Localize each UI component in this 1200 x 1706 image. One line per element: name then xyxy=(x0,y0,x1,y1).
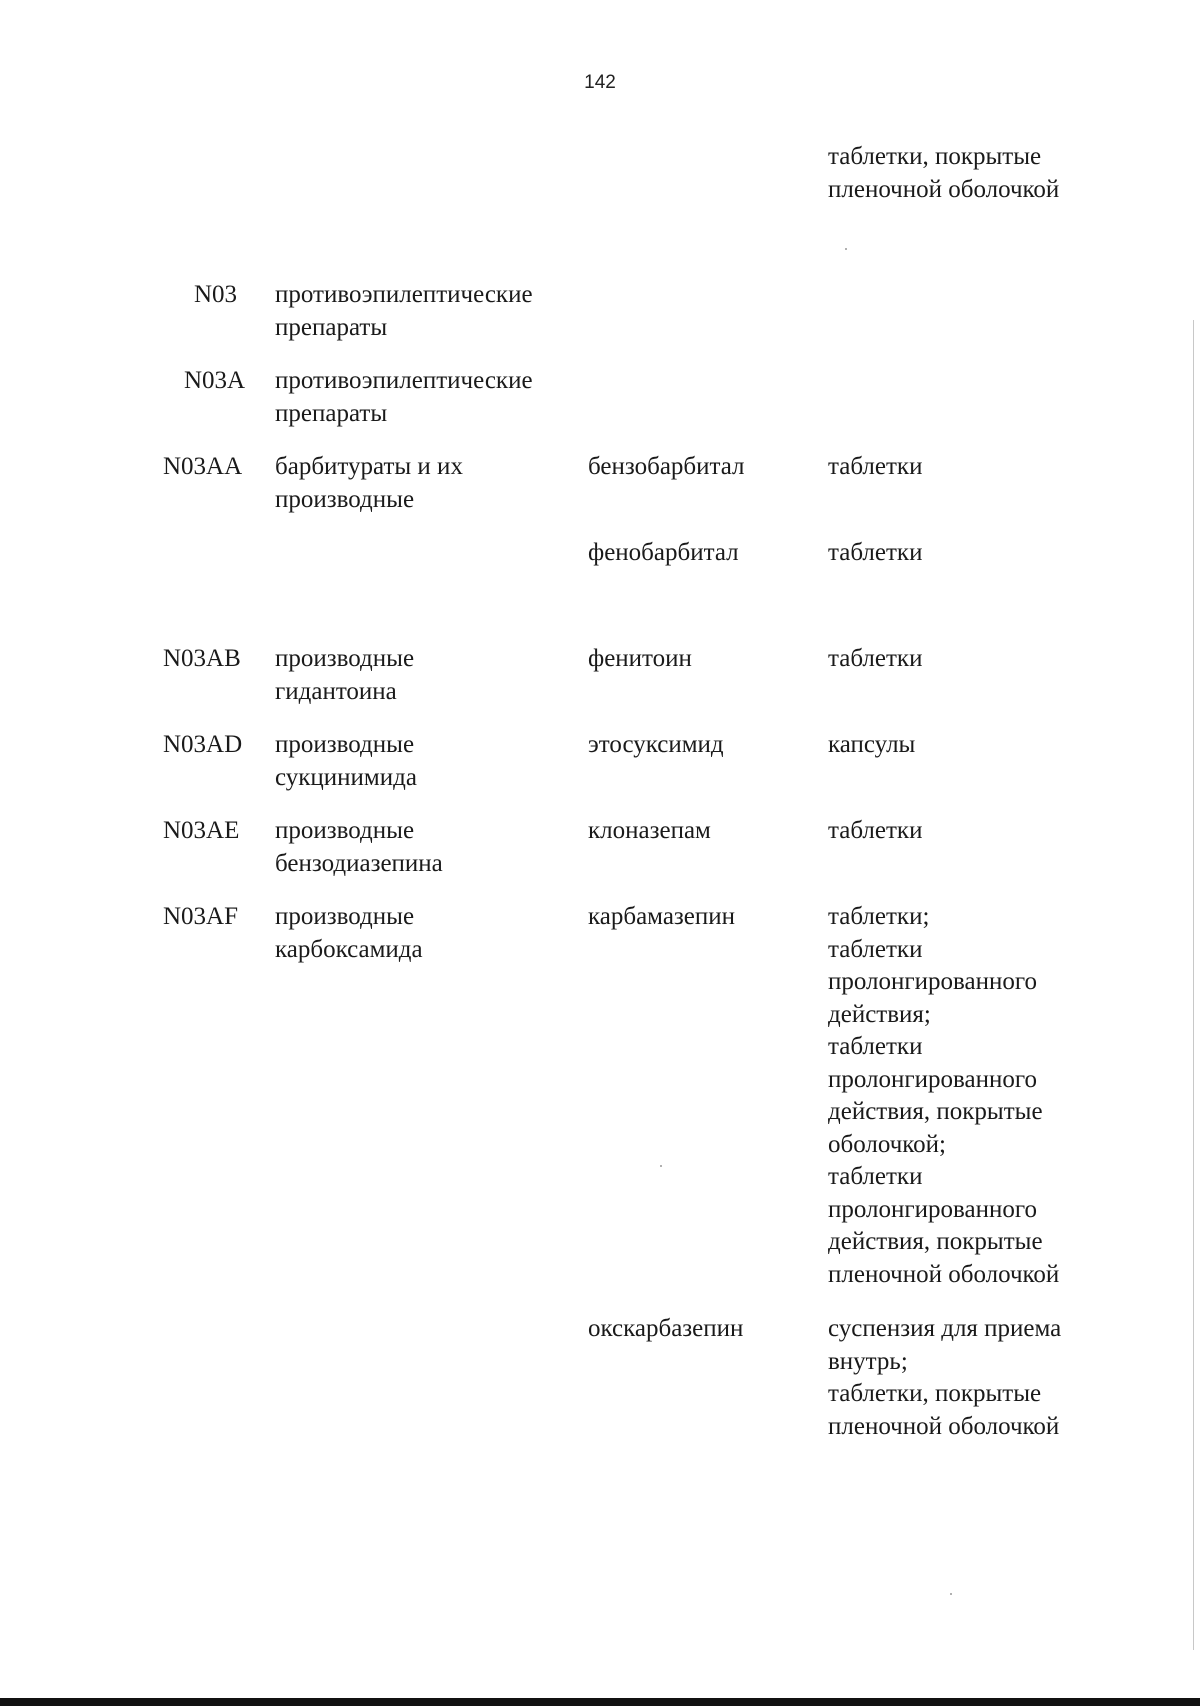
atc-code: N03AB xyxy=(163,645,241,672)
atc-group-name: производные сукцинимида xyxy=(275,731,417,791)
continued-dosage-form: таблетки, покрытые пленочной оболочкой xyxy=(828,143,1060,203)
dosage-form: таблетки xyxy=(828,645,923,672)
dosage-form: таблетки; таблетки пролонгированного действия; таблетки пролонгированного действия, покрытые оболочкой; таблетки пролонгированного действия, покрытые пленочной оболочкой xyxy=(828,903,1060,1288)
dosage-form: суспензия для приема внутрь; таблетки, покрытые пленочной оболочкой xyxy=(828,1315,1062,1440)
page-number: 142 xyxy=(584,72,616,93)
dosage-form: таблетки xyxy=(828,817,923,844)
atc-group-name: производные гидантоина xyxy=(275,645,415,705)
atc-code: N03AA xyxy=(163,453,243,480)
drug-name: карбамазепин xyxy=(588,903,736,930)
scan-speck xyxy=(950,1593,952,1595)
atc-group-name: барбитураты и их производные xyxy=(275,453,463,513)
atc-group-name: производные бензодиазепина xyxy=(275,817,443,877)
drug-name: фенобарбитал xyxy=(588,539,739,566)
dosage-form: таблетки xyxy=(828,453,923,480)
dosage-form: таблетки xyxy=(828,539,923,566)
atc-group-name: противоэпилептические препараты xyxy=(275,367,533,427)
atc-code: N03AF xyxy=(163,903,239,930)
atc-code: N03A xyxy=(184,367,246,394)
drug-name: окскарбазепин xyxy=(588,1315,744,1342)
drug-name: клоназепам xyxy=(588,817,711,844)
atc-code: N03AE xyxy=(163,817,240,844)
drug-name: фенитоин xyxy=(588,645,692,672)
atc-group-name: производные карбоксамида xyxy=(275,903,423,963)
drug-name: бензобарбитал xyxy=(588,453,745,480)
scan-speck xyxy=(845,248,847,250)
drug-name: этосуксимид xyxy=(588,731,724,758)
dosage-form: капсулы xyxy=(828,731,916,758)
atc-code: N03 xyxy=(194,281,238,308)
scan-edge-line xyxy=(1193,320,1194,1650)
scan-speck xyxy=(660,1165,662,1167)
atc-code: N03AD xyxy=(163,731,243,758)
atc-group-name: противоэпилептические препараты xyxy=(275,281,533,341)
scan-bottom-edge xyxy=(0,1698,1200,1706)
